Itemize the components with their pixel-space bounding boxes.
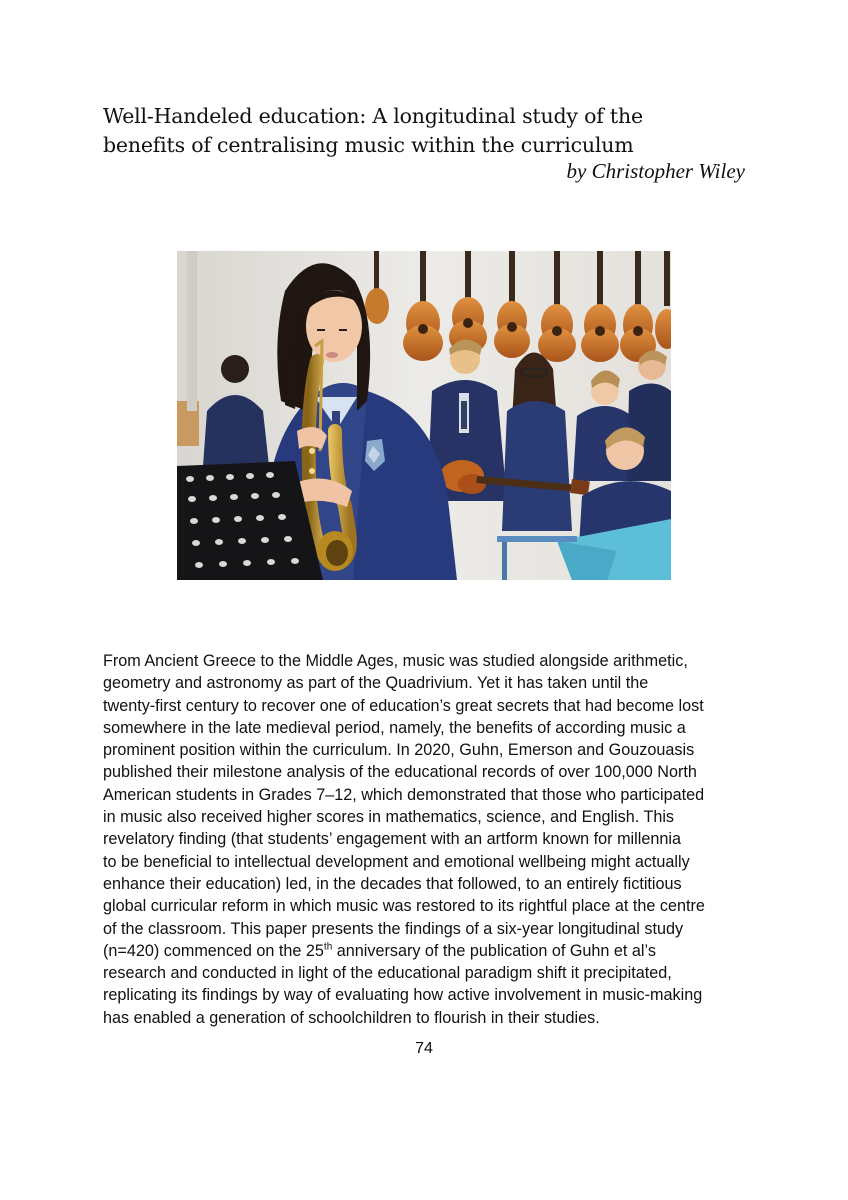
music-classroom-illustration <box>177 251 671 580</box>
abstract-line: research and conducted in light of the educational paradigm shift it precipitated, <box>103 964 672 983</box>
abstract-line: global curricular reform in which music was restored to its rightful place at the centre <box>103 897 705 916</box>
music-classroom-photo <box>177 251 671 580</box>
abstract-line: published their milestone analysis of the educational records of over 100,000 North <box>103 763 697 782</box>
abstract-line: revelatory finding (that students’ engagement with an artform known for millennia <box>103 830 681 849</box>
article-title <box>103 102 763 160</box>
abstract-line: prominent position within the curriculum. In 2020, Guhn, Emerson and Gouzouasis <box>103 741 695 760</box>
abstract-text: anniversary of the publication of Guhn et al’s <box>332 941 656 960</box>
abstract-line: to be beneficial to intellectual development and emotional wellbeing might actually <box>103 852 690 871</box>
abstract-line: twenty-first century to recover one of education’s great secrets that had become lost <box>103 696 704 715</box>
abstract-line: of the classroom. This paper presents the findings of a six-year longitudinal study <box>103 919 684 938</box>
abstract-text: (n=420) commenced on the 25 <box>103 941 324 960</box>
abstract-line: enhance their education) led, in the decades that followed, to an entirely fictitious <box>103 874 682 893</box>
abstract-line <box>103 940 753 962</box>
abstract-paragraph <box>103 650 753 1029</box>
abstract-line: From Ancient Greece to the Middle Ages, music was studied alongside arithmetic, <box>103 652 688 670</box>
abstract-line: somewhere in the late medieval period, namely, the benefits of according music a <box>103 718 686 737</box>
ordinal-superscript: th <box>323 941 333 953</box>
abstract-line: in music also received higher scores in mathematics, science, and English. This <box>103 808 675 827</box>
author-byline: by Christopher Wiley <box>566 159 745 183</box>
article-title-line: benefits of centralising music within the curriculum <box>103 133 634 157</box>
abstract-line: American students in Grades 7–12, which demonstrated that those who participated <box>103 785 705 804</box>
page-number: 74 <box>415 1040 433 1057</box>
article-title-line: Well-Handeled education: A longitudinal study of the <box>103 104 643 128</box>
abstract-line: replicating its findings by way of evaluating how active involvement in music-making <box>103 986 703 1005</box>
abstract-line: has enabled a generation of schoolchildren to flourish in their studies. <box>103 1008 600 1027</box>
abstract-line: geometry and astronomy as part of the Quadrivium. Yet it has taken until the <box>103 674 649 693</box>
